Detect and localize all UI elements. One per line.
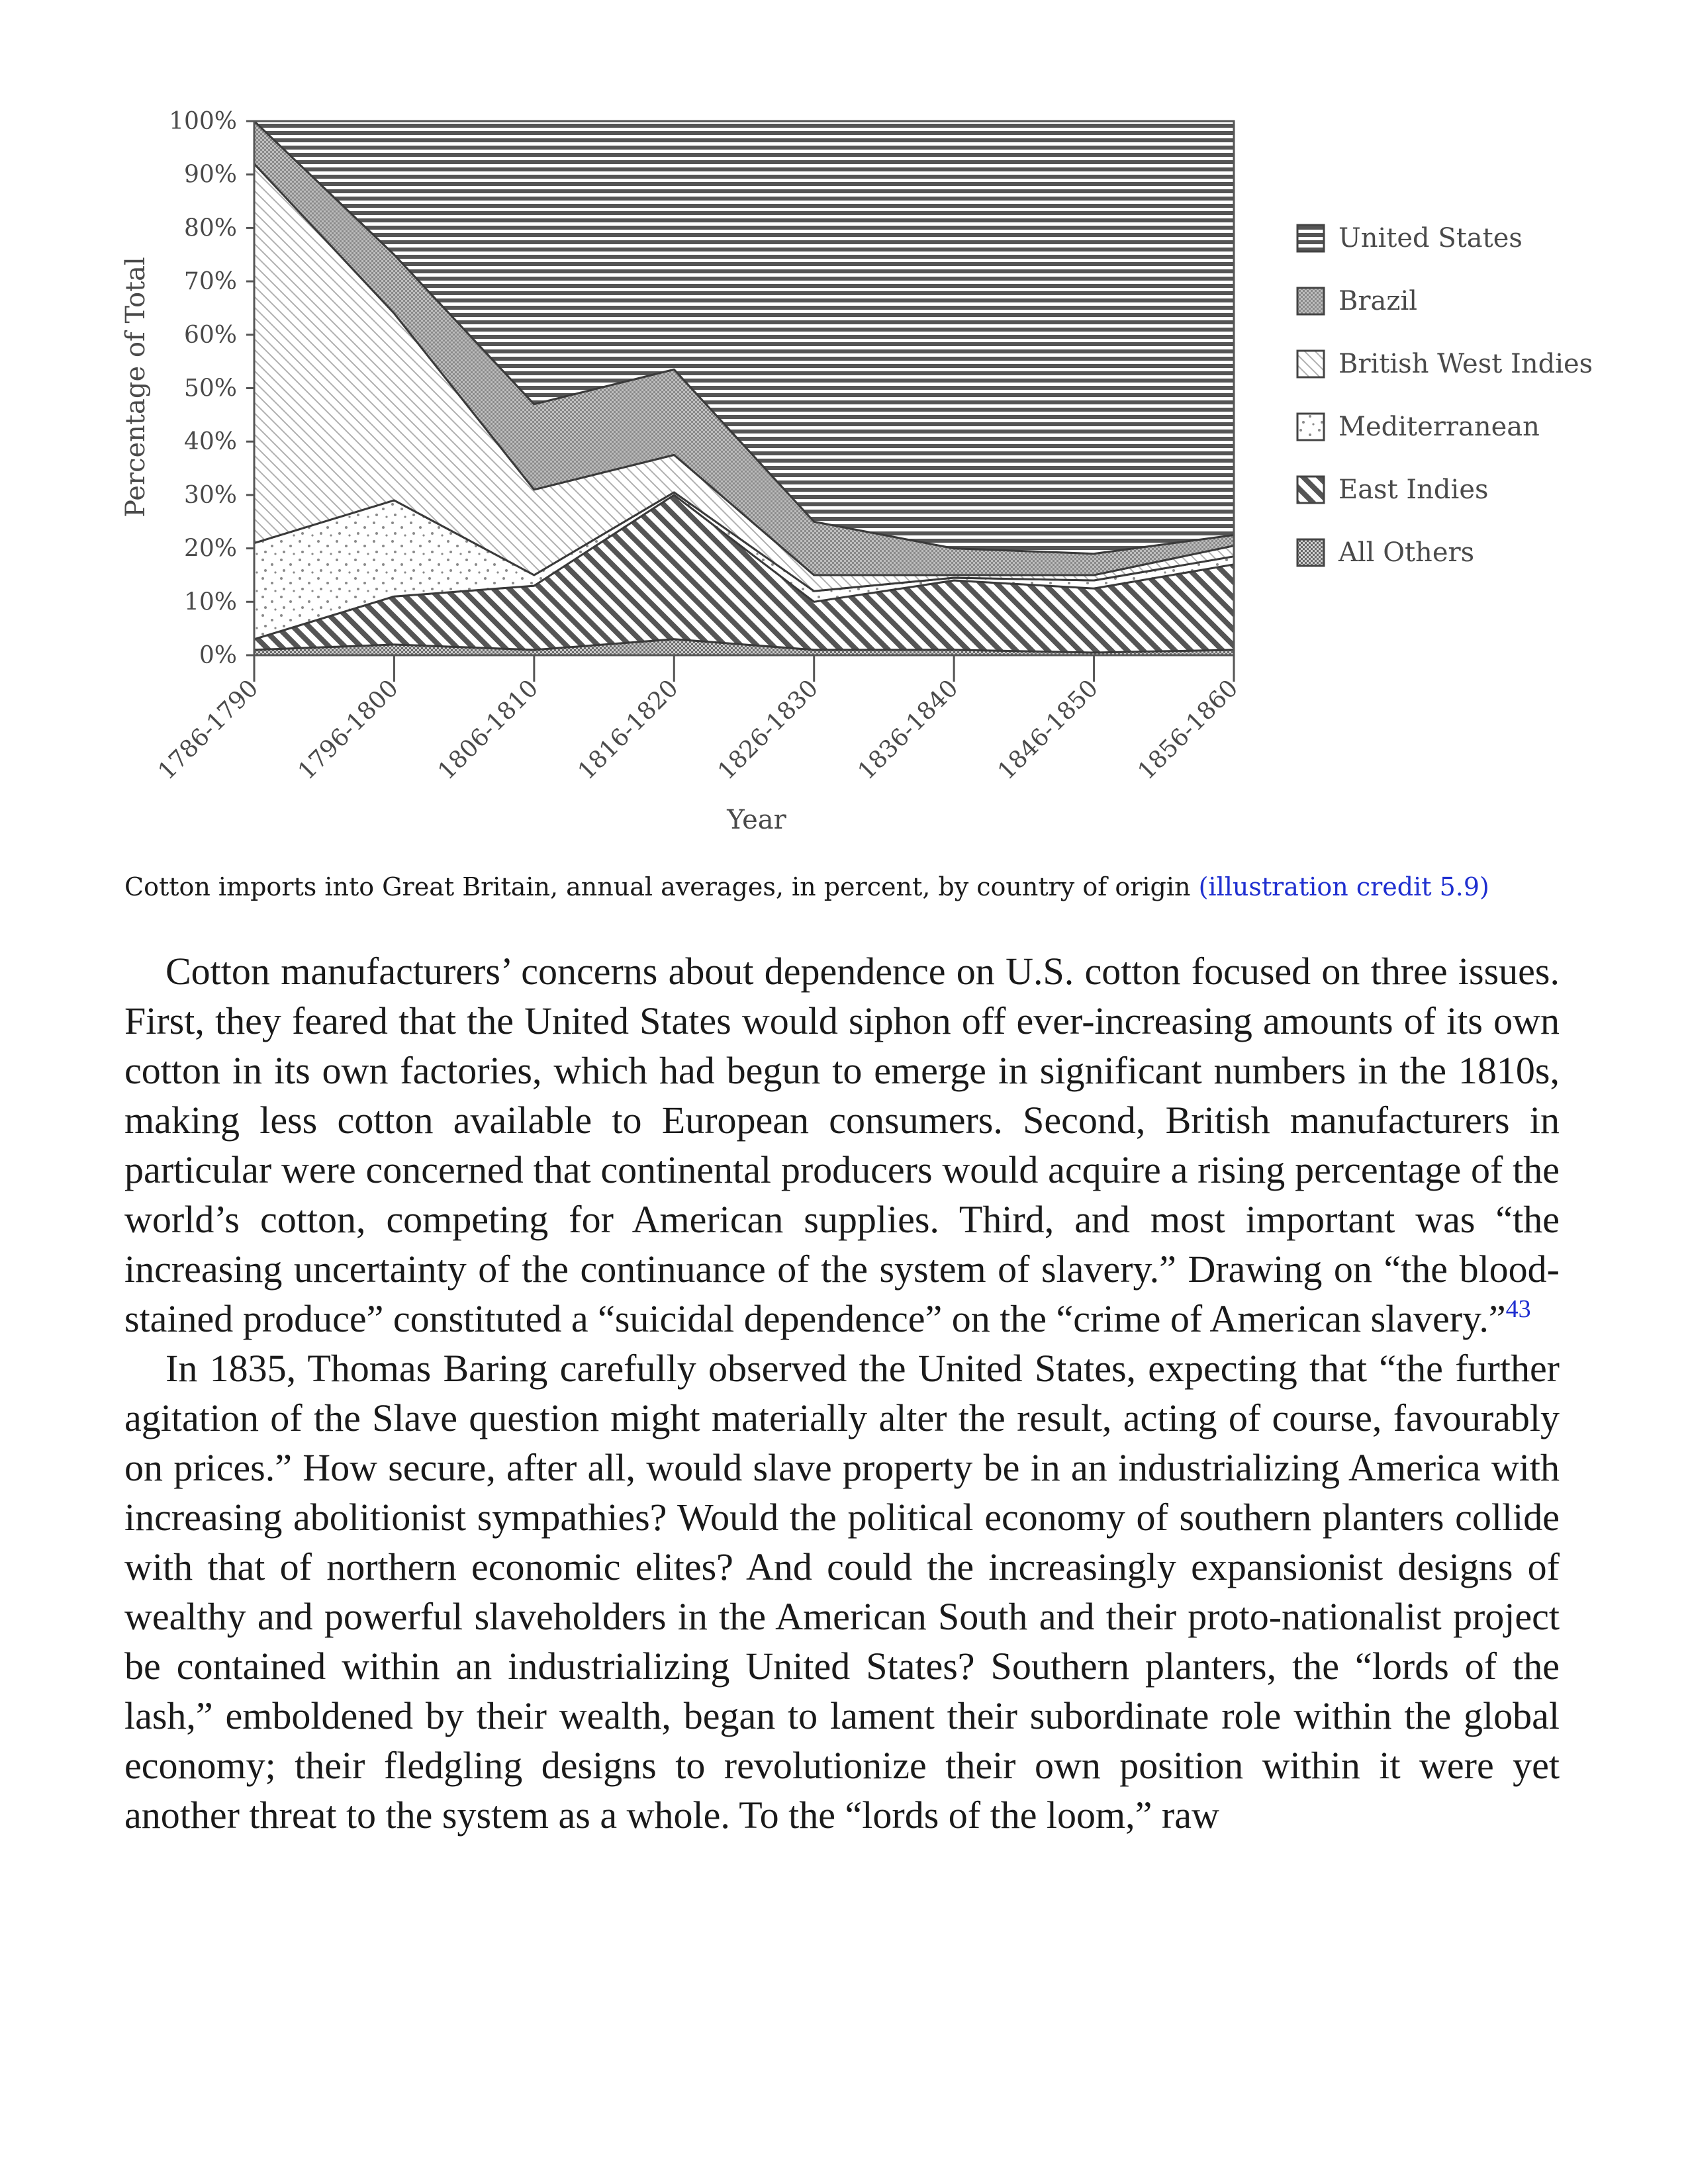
x-tick-labels: [153, 674, 1243, 785]
illustration-credit-link[interactable]: (illustration credit 5.9): [1198, 872, 1489, 901]
y-tick-label: 100%: [169, 108, 237, 135]
x-tick-label: 1846-1850: [992, 674, 1103, 786]
y-axis-title: Percentage of Total: [120, 257, 151, 518]
legend-label-british-west-indies: British West Indies: [1338, 349, 1593, 379]
legend-swatch-mediterranean: [1297, 414, 1324, 440]
legend-label-brazil: Brazil: [1338, 286, 1418, 316]
x-tick-label: 1816-1820: [573, 674, 684, 786]
y-tick-label: 0%: [199, 642, 237, 669]
y-tick-label: 10%: [183, 588, 237, 616]
x-tick-label: 1826-1830: [712, 674, 824, 786]
caption-text: Cotton imports into Great Britain, annual averages, in percent, by country of origin: [124, 872, 1191, 901]
paragraph-1: [124, 946, 1560, 1343]
x-axis-title: Year: [727, 805, 786, 835]
paragraph-2: In 1835, Thomas Baring carefully observed the United States, expecting that “the further agitation of the Slave question might materially alter the result, acting of course, favourably on prices.” How secure, after all, would slave property be in an industrializing America with increasing abolitionist sympathies? Would the political economy of southern planters collide with that of northern economic elites? And could the increasingly expansionist designs of wealthy and powerful slaveholders in the American South and their proto-nationalist project be contained within an industrializing United States? Southern planters, the “lords of the lash,” emboldened by their wealth, began to lament their subordinate role within the global economy; their fledgling designs to revolutionize their own position within it were yet another threat to the system as a whole. To the “lords of the loom,” raw: [124, 1347, 1560, 1837]
legend-swatch-all-others: [1297, 539, 1324, 566]
y-tick-label: 60%: [183, 321, 237, 349]
x-tick-label: 1806-1810: [433, 674, 544, 786]
x-tick-label: 1856-1860: [1133, 674, 1244, 786]
cotton-imports-chart: [0, 0, 1688, 860]
legend-swatch-east-indies: [1297, 477, 1324, 503]
y-tick-label: 30%: [183, 481, 237, 509]
legend-swatch-brazil: [1297, 288, 1324, 314]
y-tick-label: 70%: [183, 268, 237, 296]
y-tick-label: 40%: [183, 428, 237, 456]
legend-label-east-indies: East Indies: [1338, 475, 1489, 505]
legend-label-united-states: United States: [1338, 223, 1523, 253]
y-tick-label: 90%: [183, 161, 237, 189]
footnote-ref: [1506, 1295, 1531, 1323]
legend-swatch-united-states: [1297, 225, 1324, 251]
legend-label-mediterranean: Mediterranean: [1338, 412, 1540, 442]
legend-label-all-others: All Others: [1338, 537, 1475, 568]
y-tick-labels: [169, 108, 237, 669]
footnote-43-link[interactable]: 43: [1505, 1295, 1531, 1323]
legend: [1297, 223, 1593, 568]
x-tick-label: 1786-1790: [153, 674, 264, 786]
paragraph-1-text: Cotton manufacturers’ concerns about dependence on U.S. cotton focused on three issues. First, they feared that the United States would siphon off ever-increasing amounts of its own cotton in its own factories, which had begun to emerge in significant numbers in the 1810s, making less cotton available to European consumers. Second, British manufacturers in particular were concerned that continental producers would acquire a rising percentage of the world’s cotton, competing for American supplies. Third, and most important was “the increasing uncertainty of the continuance of the system of slavery.” Drawing on “the blood-stained produce” constituted a “suicidal dependence” on the “crime of American slavery.”: [124, 950, 1560, 1340]
y-tick-label: 20%: [183, 535, 237, 563]
y-tick-label: 80%: [183, 214, 237, 242]
figure-caption: [124, 872, 1574, 901]
x-tick-label: 1836-1840: [853, 674, 964, 786]
stacked-areas: [254, 121, 1234, 655]
y-tick-label: 50%: [183, 375, 237, 402]
body-text: [124, 946, 1560, 1840]
legend-swatch-british-west-indies: [1297, 351, 1324, 377]
x-tick-label: 1796-1800: [293, 674, 404, 786]
